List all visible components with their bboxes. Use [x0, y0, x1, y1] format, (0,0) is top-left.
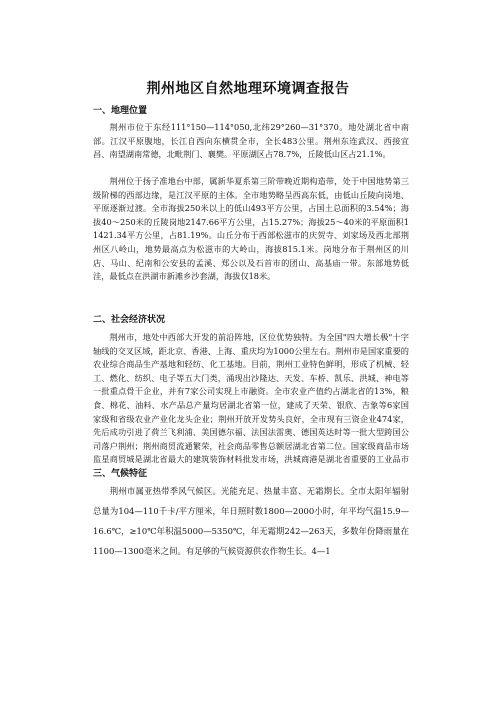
section-heading-economy: 二、社会经济状况: [93, 315, 166, 325]
section-heading-climate: 三、气候特征: [93, 469, 148, 479]
location-paragraph-1: 荆州市位于东经111°150—114°050,北纬29°260—31°370。地处湖北省中南部。江汉平原腹地，长江自西向东横贯全市，全长483公里。荆州东连武汉、西接宜昌、南望湖南常德，北毗荆门、襄樊。平原湖区占78.7%，丘陵低山区占21.1%。: [93, 122, 409, 160]
report-body: [93, 104, 409, 601]
climate-paragraph: 荆州市属亚热带季风气候区。光能充足、热量丰富、无霜期长。全市太阳年辐射总量为104—110千卡/平方厘米，年日照时数1800—2000小时，年平均气温15.9—16.6℃，≥10℃年积温5000—5350℃，年无霜期242—263天，多数年份降雨量在1100—1300毫米之间。有足够的气候资源供农作物生长。4—1: [93, 486, 409, 556]
location-paragraph-2: 荆州位于扬子准地台中部，属新华夏系第三阶带晚近期构造带，处于中国地势第三级阶梯的西部边缘，是江汉平原的主体。全市地势略呈西高东低，由低山丘陵向岗地、平原逐渐过渡。全市海拔250米以上的低山493平方公里，占国土总面积的3.54%；海拔40～250米的丘陵岗地2147.66平方公里，占15.27%；海拔25～40米的平原面积11421.34平方公里，占81.19%。山丘分布于西部松滋市的庆贺寺、刘家场及西北部荆州区八岭山，地势最高点为松滋市的大岭山，海拔815.1米。岗地分布于荆州区的川店、马山、纪南和公安县的孟溪、郑公以及石首市的团山、高基庙一带。东部地势低洼，最低点在洪湖市新滩乡沙套湖，海拔仅18米。: [93, 176, 409, 282]
section-heading-location: 一、地理位置: [93, 106, 148, 116]
report-title: 荆州地区自然地理环境调查报告: [146, 81, 350, 97]
economy-paragraph: 荆州市，地处中西部大开发的前沿阵地，区位优势独特。为全国"四大增长极"十字轴线的交叉区域，距北京、香港、上海、重庆均为1000公里左右。荆州市是国家重要的农业综合商品生产基地和轻纺、化工基地。目前，荆州工业特色鲜明，形成了机械、轻工、燃化、纺织、电子等五大门类，涌现出沙隆达、天发、车桥、凯乐、洪城、神电等一批重点骨干企业，并有7家公司实现上市融资。全市农业产值约占湖北省的13%，粮食、棉花、油料、水产品总产量均居湖北省第一位，建成了天荣、银欣、吉象等6家国家级和省级农业产业化龙头企业；荆州开放开发势头良好，全市现有三资企业474家，先后成功引进了荷兰飞利浦、美国德尔福、法国法雷奥、德国英达时等一批大型跨国公司落户荆州；荆州商贸流通繁荣，社会商品零售总额居湖北省第二位。国家级商品市场监星商贸城是湖北省最大的建筑装饰材料批发市场，洪城商港是湖北省重要的工业品市: [93, 332, 409, 465]
